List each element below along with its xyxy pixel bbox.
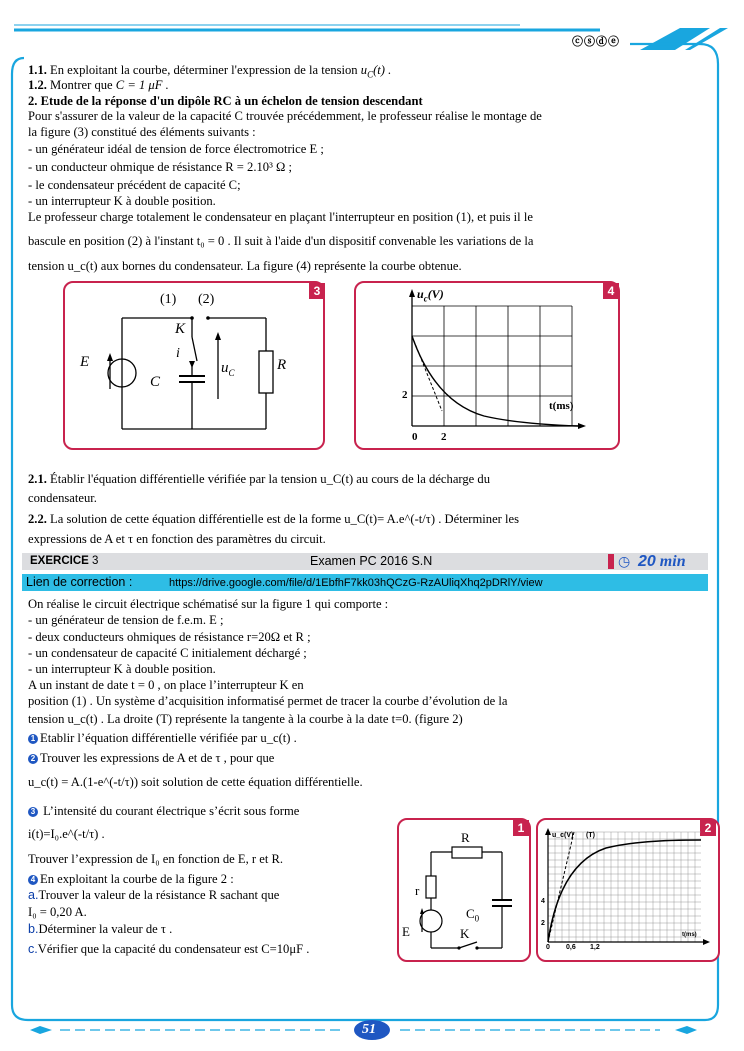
paragraph-line: position (1) . Un système d’acquisition informatisé permet de tracer la courbe d’évolution de la [28,694,508,708]
resistor-R-label: R [461,830,470,845]
list-item: - un interrupteur K à double position. [28,662,216,676]
list-item: - deux conducteurs ohmiques de résistance r=20Ω et R ; [28,630,311,644]
section-2-title: 2. Etude de la réponse d'un dipôle RC à un échelon de tension descendant [28,94,423,108]
question-1: 1 Etablir l’équation différentielle vérifiée par u_c(t) . [28,730,297,746]
capacitor-label: C [150,374,161,390]
question-2-1-cont: condensateur. [28,491,97,505]
graph-y-axis-label: $u_c(V)$ [417,287,444,304]
graph-y-tick: 2 [402,389,408,401]
question-3-cont: Trouver l’expression de I₀ en fonction de E, r et R. [28,852,284,866]
question-2: 2 Trouver les expressions de A et de τ , pour que [28,750,274,766]
paragraph-line: bascule en position (2) à l'instant t₀ = 0 . Il suit à l'aide d'un dispositif convenable les variations de la [28,234,534,248]
figure-badge: 4 [603,283,619,299]
graph-y-tick: 2 [541,920,545,927]
paragraph-line: la figure (3) constitué des éléments suivants : [28,125,256,139]
paragraph-line: tension u_c(t) . La droite (T) représente la tangente à la courbe à la date t=0. (figure 2) [28,712,463,726]
question-3: 3 L’intensité du courant électrique s’écrit sous forme [28,803,299,819]
question-1-1: 1.1. En exploitant la courbe, déterminer l'expression de la tension $u_C(t)$ . [28,63,392,80]
switch-label: K [460,926,470,941]
graph-x-origin: 0 [412,431,418,443]
figure-badge: 2 [700,820,716,836]
question-4a-cont: I₀ = 0,20 A. [28,905,87,919]
switch-position-1: (1) [160,292,177,307]
clock-icon: ◷ [618,555,631,570]
current-label: i [176,346,180,361]
question-4c: c.Vérifier que la capacité du condensateur est C=10μF . [28,942,310,956]
paragraph-line: Pour s'assurer de la valeur de la capacité C trouvée précédemment, le professeur réalise le montage de [28,109,542,123]
question-2-2-cont: expressions de A et τ en fonction des paramètres du circuit. [28,532,326,546]
question-1-2: 1.2. Montrer que C = 1 μF . [28,78,169,92]
duration-marker [608,554,614,569]
list-item: - un générateur de tension de f.e.m. E ; [28,613,224,627]
resistor-r-label: r [415,883,420,898]
emf-label: E [402,924,410,939]
graph-x-tick: 2 [441,431,447,443]
switch-position-2: (2) [198,292,215,307]
duration: 20 min [638,553,686,570]
correction-link[interactable]: https://drive.google.com/file/d/1EbfhF7kk03hQCzG-RzAUliqXhq2pDRlY/view [169,577,543,589]
resistor-label: R [277,357,287,373]
graph-x-axis-label: t(ms) [549,400,574,412]
question-2-2: 2.2. La solution de cette équation différentielle est de la forme u_C(t)= A.e^(-t/τ) . Déterminer les [28,512,519,526]
paragraph-line: tension u_c(t) aux bornes du condensateur. La figure (4) représente la courbe obtenue. [28,259,462,273]
cc-license-badge: ⓒⓢⓓⓔ [572,36,620,48]
correction-link-label: Lien de correction : [26,575,133,589]
figure-badge: 1 [513,820,529,836]
question-2-formula: u_c(t) = A.(1-e^(-t/τ)) soit solution de cette équation différentielle. [28,775,363,789]
emf-label: E [80,354,90,370]
graph-y-axis-label: u_c(V) [552,832,574,839]
graph-x-tick: 0 [546,944,550,951]
list-item: - le condensateur précédent de capacité C; [28,178,241,192]
graph-x-axis-label: t(ms) [682,932,697,938]
graph-x-tick: 0,6 [566,944,576,951]
voltage-label: $u_C$ [221,360,235,378]
question-4b: b.Déterminer la valeur de τ . [28,922,173,936]
list-item: - un générateur idéal de tension de force électromotrice E ; [28,142,324,156]
tangent-label: (T) [586,832,595,839]
paragraph-line: Le professeur charge totalement le condensateur en plaçant l'interrupteur en position (1), et puis il le [28,210,533,224]
question-2-1: 2.1. Établir l'équation différentielle vérifiée par la tension u_C(t) au cours de la décharge du [28,472,491,486]
exercise-label: EXERCICE 3 [30,555,99,567]
question-3-formula: i(t)=I₀.e^(-t/τ) . [28,827,105,841]
graph-y-tick: 4 [541,898,545,905]
figure-badge: 3 [309,283,325,299]
list-item: - un interrupteur K à double position. [28,194,216,208]
list-item: - un condensateur de capacité C initialement déchargé ; [28,646,307,660]
discharge-curve-graph [354,281,616,446]
page-number: 51 [362,1022,376,1037]
question-4: 4 En exploitant la courbe de la figure 2 : [28,871,234,887]
capacitor-label: $C_0$ [466,906,480,924]
exam-title: Examen PC 2016 S.N [310,554,433,568]
question-4a: a.Trouver la valeur de la résistance R sachant que [28,888,280,902]
paragraph-line: On réalise le circuit électrique schématisé sur la figure 1 qui comporte : [28,597,389,611]
graph-x-tick: 1,2 [590,944,600,951]
paragraph-line: A un instant de date t = 0 , on place l’interrupteur K en [28,678,304,692]
list-item: - un conducteur ohmique de résistance R = 2.10³ Ω ; [28,160,293,174]
switch-label: K [175,321,186,337]
